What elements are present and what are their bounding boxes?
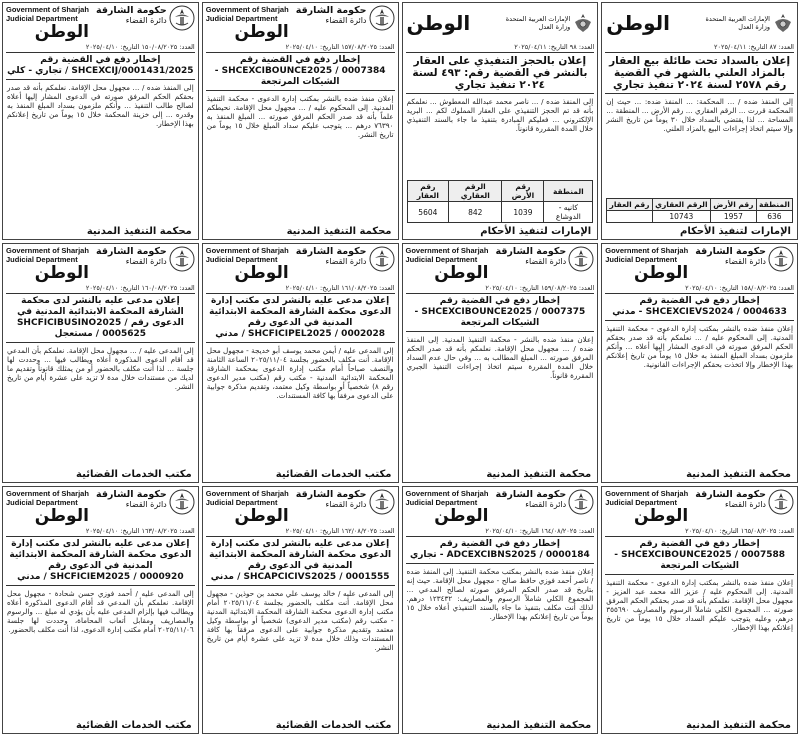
department-name-en: Judicial Department <box>205 498 278 507</box>
notice-title: إخطار دفع في القضية رقم SHCEXCIBOUNCE2025 / 0007375 - الشيكات المرتجعة <box>414 296 586 328</box>
department-name-en: Judicial Department <box>205 255 278 264</box>
department-name-en: Judicial Department <box>6 14 78 23</box>
notice-footer: محكمة التنفيذ المدنية <box>486 720 592 731</box>
government-name-ar: حكومة الشارقة <box>495 489 567 500</box>
notice-meta: العدد: ١٦٢/٠٨/٢٠٢٥ التاريخ: ٢٠٢٥/٠٤/١٠ <box>285 527 395 535</box>
legal-notice <box>402 2 599 240</box>
table-header-cell: رقم الأرض <box>710 199 756 211</box>
notice-title: إخطار دفع في القضية رقم ADCEXCIBNS2025 / 0000184 - تجاري <box>409 539 590 560</box>
sharjah-emblem-icon <box>369 489 395 515</box>
notice-footer: الإمارات لتنفيذ الأحكام <box>480 226 592 237</box>
newspaper-logo: الوطن <box>234 506 289 526</box>
divider <box>406 563 595 564</box>
government-name-en: Government of Sharjah <box>605 489 689 498</box>
table-cell: كانيه - الدوشاع <box>544 202 593 223</box>
uae-falcon-icon <box>573 12 593 34</box>
legal-notice <box>402 243 599 483</box>
divider <box>206 536 395 537</box>
notice-body: إلى المدعى عليه / أيمن محمد يوسف أبو خديجة - مجهول محل الإقامة. أنت مكلف بالحضور بجلسة ٢٠٢٥/١١/٠٤ الساعة الثامنة والنصف صباحاً أمام مكتب إدارة الدعوى بمحكمة الشارقة المحكمة الابتدائية المدنية - مكتب رقم (مكتب مدير الدعوى رقم ٨) شخصياً أو بواسطة وكيل معتمد، وتقديم مذكرة جوابية على الدعوى مرفقاً بها كافة المستندات. <box>206 346 394 400</box>
notice-header <box>203 244 398 284</box>
notice-meta: العدد: ١٥٠/٠٨/٢٠٢٥ التاريخ: ٢٠٢٥/٠٤/١٠ <box>85 43 195 51</box>
government-name-ar: حكومة الشارقة <box>695 246 766 257</box>
notice-meta: العدد: ١٥٩/٠٨/٢٠٢٥ التاريخ: ٢٠٢٥/٠٤/١٠ <box>485 284 595 292</box>
divider <box>406 536 595 537</box>
department-name-en: Judicial Department <box>605 255 677 264</box>
table-cell: 1957 <box>710 211 756 223</box>
department-name-en: Judicial Department <box>605 498 677 507</box>
department-name-ar: دائرة القضاء <box>125 500 167 509</box>
notice-body: إلى المنفذ ضده / ... مجهول محل الإقامة. نعلمكم بأنه قد صدر بحقكم الحكم المرفق صورته في الدعوى المشار إليها أعلاه لصالح طالب التنفيذ ... وأنكم ملزمون بسداد المبلغ المنفذ به وقدره ... إلى خزينة المحكمة خلال ١٥ يوماً من تاريخ إعلانكم بهذا الإخطار. <box>7 83 194 128</box>
notice-header <box>602 487 797 527</box>
newspaper-logo: الوطن <box>634 263 689 283</box>
government-name-en: Government of Sharjah <box>6 489 89 498</box>
legal-notice <box>402 486 599 734</box>
newspaper-logo: الوطن <box>34 263 89 283</box>
notice-body: إلى المدعى عليه / ... مجهول محل الإقامة. نعلمكم بأن المدعي قد أقام الدعوى المذكورة أعلاه ويطالب فيها ... وحددت لها جلسة ... لذا أنت مكلف بالحضور أو من يمثلك قانوناً وتقديم ما لديك من مستندات خلال مدة لا تزيد على عشرة أيام من تاريخ النشر. <box>7 346 194 391</box>
notice-header <box>203 487 398 527</box>
sharjah-emblem-icon <box>568 246 594 272</box>
notice-title: إخطار دفع في القضية رقم SHCEXCIJ/0001431/2025 / تجاري - كلي <box>7 55 194 76</box>
newspaper-logo: الوطن <box>434 506 489 526</box>
divider <box>6 536 195 537</box>
government-name-en: Government of Sharjah <box>6 5 89 14</box>
newspaper-logo: الوطن <box>634 506 689 526</box>
department-name-en: Judicial Department <box>6 498 78 507</box>
legal-notice <box>202 2 399 240</box>
legal-notice <box>202 486 399 734</box>
notice-meta: العدد: ١٦٠/٠٨/٢٠٢٥ التاريخ: ٢٠٢٥/٠٤/١٠ <box>85 284 195 292</box>
divider <box>605 574 794 575</box>
notice-body: إعلان منفذ ضده بالنشر بمكتب إدارة الدعوى - محكمة التنفيذ المدنية. إلى المحكوم عليه / ... مجهول محل الإقامة. نحيطكم علماً بأنه قد صدر الحكم المرفق صورته ... المبلغ المنفذ به ٧٦٣٩٠ درهم ... يتوجب عليكم سداد المبلغ خلال ١٥ يوماً من تاريخ النشر. <box>206 94 394 139</box>
divider <box>605 320 794 321</box>
newspaper-logo: الوطن <box>406 11 471 35</box>
department-name-en: Judicial Department <box>405 255 478 264</box>
notice-header <box>403 3 598 43</box>
notice-body: إعلان منفذ ضده بالنشر - محكمة التنفيذ المدنية. إلى المنفذ ضده / ... مجهول محل الإقامة. نعلمكم بأنه قد صدر الحكم المرفق صورته ... المبلغ المطالب به ... وفي حال عدم السداد خلال المدة المقررة سيتم اتخاذ إجراءات التنفيذ الجبري المقررة قانوناً. <box>406 335 594 380</box>
notice-footer: الإمارات لتنفيذ الأحكام <box>680 226 791 237</box>
notice-footer: محكمة التنفيذ المدنية <box>686 720 791 731</box>
government-name-ar: حكومة الشارقة <box>95 489 167 500</box>
ministry-line1: الإمارات العربية المتحدة <box>705 15 770 23</box>
government-name-ar: حكومة الشارقة <box>295 5 367 16</box>
divider <box>605 93 794 94</box>
divider <box>6 52 195 53</box>
department-name-ar: دائرة القضاء <box>525 500 567 509</box>
department-name-en: Judicial Department <box>405 498 478 507</box>
notice-meta: العدد: ١٦١/٠٨/٢٠٢٥ التاريخ: ٢٠٢٥/٠٤/١٠ <box>285 284 395 292</box>
notice-body: إلى المنفذ ضده / ... المحكمة: ... المنفذ ضده: ... حيث إن المحكمة قررت ... الرقم العقاري ... رقم الأرض ... المنطقة ... المساحة ... لذا يقتضي بالسداد خلال ٣٠ يوماً من تاريخ النشر وإلا سيتم اتخاذ إجراءات البيع بالمزاد العلني. <box>606 97 794 133</box>
government-name-en: Government of Sharjah <box>605 246 689 255</box>
notice-header <box>403 487 598 527</box>
notices-grid <box>2 2 798 736</box>
table-header-cell: رقم الأرض <box>502 181 544 202</box>
divider <box>6 79 195 80</box>
divider <box>605 536 794 537</box>
table-header-cell: رقم العقار <box>407 181 449 202</box>
table-header-cell: المنطقة <box>756 199 792 211</box>
notice-body: إلى المدعى عليه / أحمد فوزي حسن شحادة - مجهول محل الإقامة. نعلمكم بأن المدعي قد أقام الدعوى المذكورة أعلاه ويطالب فيها بإلزام المدعى عليه بأن يؤدي له مبلغ ... والرسوم والمصاريف ومقابل أتعاب المحاماة، وحددت لها جلسة ٢٠٢٥/١١/٠٦ أمام مكتب إدارة الدعوى، لذا أنت مكلف بالحضور. <box>7 589 194 634</box>
legal-notice <box>2 2 199 240</box>
department-name-ar: دائرة القضاء <box>525 257 567 266</box>
government-name-en: Government of Sharjah <box>205 489 289 498</box>
government-name-ar: حكومة الشارقة <box>95 246 167 257</box>
department-name-ar: دائرة القضاء <box>325 500 367 509</box>
divider <box>206 90 395 91</box>
sharjah-emblem-icon <box>768 489 794 515</box>
notice-header <box>203 3 398 43</box>
newspaper-logo: الوطن <box>34 22 89 42</box>
legal-notice <box>601 2 798 240</box>
sharjah-emblem-icon <box>169 5 195 31</box>
notice-title: إعلان بالحجز التنفيذي على العقار بالنشر في القضية رقم: ٤٩٣ لسنة ٢٠٢٤ تنفيذ تجاري <box>412 55 588 91</box>
property-table <box>606 198 793 223</box>
notice-meta: العدد: ١٦٥/٠٨/٢٠٢٥ التاريخ: ٢٠٢٥/٠٤/١٠ <box>685 527 794 535</box>
newspaper-logo: الوطن <box>234 22 289 42</box>
uae-falcon-icon <box>773 12 793 34</box>
notice-header <box>602 3 797 43</box>
sharjah-emblem-icon <box>169 246 195 272</box>
sharjah-emblem-icon <box>369 5 395 31</box>
government-name-en: Government of Sharjah <box>205 5 289 14</box>
legal-notice <box>202 243 399 483</box>
divider <box>6 342 195 343</box>
table-header-cell: الرقم العقاري <box>449 181 502 202</box>
notice-header <box>403 244 598 284</box>
sharjah-emblem-icon <box>568 489 594 515</box>
notice-title: إخطار دفع في القضية رقم SHCEXCIBOUNCE2025 / 0007384 - الشيكات المرتجعة <box>214 55 386 87</box>
notice-meta: العدد: ١٥٨/٠٨/٢٠٢٥ التاريخ: ٢٠٢٥/٠٤/١٠ <box>685 284 794 292</box>
government-name-en: Government of Sharjah <box>405 246 489 255</box>
government-name-ar: حكومة الشارقة <box>295 246 367 257</box>
divider <box>605 293 794 294</box>
table-header-cell: رقم العقار <box>607 199 652 211</box>
divider <box>206 52 395 53</box>
notice-body: إعلان منفذ ضده بالنشر بمكتب إدارة الدعوى - محكمة التنفيذ المدنية. إلى المحكوم عليه / ... نعلمكم بأنه قد صدر بحقكم الحكم المرفق صورته في الدعوى المشار إليها أعلاه ... وأنكم ملزمون بسداد المبلغ المنفذ به خلال ١٥ يوماً من تاريخ إعلانكم بهذا الإخطار وإلا اتخذت بحقكم الإجراءات القانونية. <box>606 324 793 369</box>
notice-footer: محكمة التنفيذ المدنية <box>86 226 192 237</box>
newspaper-logo: الوطن <box>34 506 89 526</box>
notice-title: إعلان مدعى عليه بالنشر لدى مكتب إدارة الدعوى محكمة الشارقة المحكمة الابتدائية المدنية في الدعوى رقم SHCFICIPEL2025 / 0002028 / مدني <box>209 296 392 339</box>
divider <box>406 331 595 332</box>
notice-title: إعلان بالسداد تحت طائلة بيع العقار بالمزاد العلني بالشهر في القضية رقم ٢٥٧٨ لسنة ٢٠٢٤ تنفيذ تجاري <box>609 55 791 91</box>
notice-body: إعلان منفذ ضده بالنشر بمكتب إدارة الدعوى - محكمة التنفيذ المدنية. إلى المحكوم عليه / عزيز الله محمد عبد العزيز - مجهول محل الإقامة. نعلمكم بأنه قد صدر بحقكم الحكم المرفق صورته ... المجموع الكلي شاملاً الرسوم والمصاريف ٣٥٥٦٩٠ درهم، وعليه يتوجب عليكم السداد خلال ١٥ يوماً من تاريخ إعلانكم بهذا الإخطار. <box>606 578 793 632</box>
department-name-ar: دائرة القضاء <box>724 257 766 266</box>
notice-footer: محكمة التنفيذ المدنية <box>486 469 592 480</box>
notice-title: إخطار دفع في القضية رقم SHCEXCIBOUNCE2025 / 0007588 - الشيكات المرتجعة <box>614 539 785 571</box>
notice-title: إخطار دفع في القضية رقم SHCEXCIEVS2024 / 0004633 - مدني <box>612 296 787 317</box>
divider <box>406 52 595 53</box>
ministry-block <box>706 12 793 34</box>
newspaper-logo: الوطن <box>434 263 489 283</box>
notice-footer: مكتب الخدمات القضائية <box>275 469 392 480</box>
legal-notice <box>2 486 199 734</box>
divider <box>206 585 395 586</box>
notice-title: إعلان مدعى عليه بالنشر لدى مكتب إدارة الدعوى محكمة الشارقة المحكمة الابتدائية المدنية في الدعوى رقم SHCAPCICIVS2025 / 0001555 / مدني <box>209 539 392 582</box>
notice-body: إلى المنفذ ضده / ... ناصر محمد عبدالله المعطوش ... نعلمكم بأنه قد تم الحجز التنفيذي على العقار المملوك لكم ... البريد الإلكتروني ... فعليكم المبادرة بتنفيذ ما جاء بالسند التنفيذي خلال المدة المقررة قانوناً. <box>406 97 594 133</box>
department-name-en: Judicial Department <box>6 255 78 264</box>
table-cell: 1039 <box>502 202 544 223</box>
table-header-cell: الرقم العقاري <box>652 199 710 211</box>
department-name-en: Judicial Department <box>205 14 278 23</box>
legal-notice <box>601 243 798 483</box>
department-name-ar: دائرة القضاء <box>125 16 167 25</box>
notice-meta: العدد: ١٥٧/٠٨/٢٠٢٥ التاريخ: ٢٠٢٥/٠٤/١٠ <box>285 43 395 51</box>
ministry-block <box>506 12 593 34</box>
notice-header <box>3 244 198 284</box>
sharjah-emblem-icon <box>768 246 794 272</box>
divider <box>6 585 195 586</box>
table-cell: 5604 <box>407 202 449 223</box>
notice-header <box>3 487 198 527</box>
notice-meta: العدد: ٨٧ التاريخ: ٢٠٢٥/٠٤/١١ <box>714 43 794 51</box>
department-name-ar: دائرة القضاء <box>325 257 367 266</box>
notice-body: إعلان منفذ ضده بالنشر بمكتب محكمة التنفيذ. إلى المنفذ ضده / ناصر أحمد فوزي حافظ صالح - مجهول محل الإقامة. حيث إنه بتاريخ قد صدر الحكم المرفق صورته لصالح المدعي ... المجموع الكلي شاملاً الرسوم والمصاريف: ١٢٣٤٣٢ درهم. لذلك أنت مكلف بتنفيذ ما جاء بالسند التنفيذي أعلاه خلال ١٥ يوماً من تاريخ إعلانكم بهذا الإخطار. <box>406 567 594 621</box>
department-name-ar: دائرة القضاء <box>125 257 167 266</box>
government-name-ar: حكومة الشارقة <box>695 489 766 500</box>
ministry-line2: وزارة العدل <box>538 23 571 31</box>
table-cell: 10743 <box>652 211 710 223</box>
notice-footer: محكمة التنفيذ المدنية <box>286 226 392 237</box>
department-name-ar: دائرة القضاء <box>325 16 367 25</box>
government-name-en: Government of Sharjah <box>205 246 289 255</box>
table-header-cell: المنطقة <box>544 181 593 202</box>
table-cell: 842 <box>449 202 502 223</box>
newspaper-logo: الوطن <box>606 11 670 35</box>
legal-notice <box>601 486 798 734</box>
notice-footer: مكتب الخدمات القضائية <box>275 720 392 731</box>
divider <box>206 293 395 294</box>
government-name-ar: حكومة الشارقة <box>495 246 567 257</box>
notice-body: إلى المدعى عليه / خالد يوسف علي محمد بن حوذين - مجهول محل الإقامة. أنت مكلف بالحضور بجلسة ٢٠٢٥/١١/٠٤ أمام مكتب إدارة الدعوى محكمة الشارقة المحكمة الابتدائية المدنية - مكتب رقم (مكتب مدير الدعوى) شخصياً أو بواسطة وكيل معتمد وتقديم مذكرة جوابية على الدعوى مرفقاً بها كافة المستندات وذلك خلال مدة لا تزيد على عشرة أيام من تاريخ النشر. <box>206 589 394 652</box>
government-name-ar: حكومة الشارقة <box>295 489 367 500</box>
divider <box>605 52 794 53</box>
divider <box>6 293 195 294</box>
notice-footer: محكمة التنفيذ المدنية <box>686 469 791 480</box>
table-cell <box>607 211 652 223</box>
divider <box>406 293 595 294</box>
notice-footer: مكتب الخدمات القضائية <box>76 720 192 731</box>
notice-header <box>602 244 797 284</box>
newspaper-logo: الوطن <box>234 263 289 283</box>
notice-title: إعلان مدعى عليه بالنشر لدى محكمة الشارقة المحكمة الابتدائية المدنية في الدعوى رقم SHCFICIBUSINO2025 / 0005625 / مستعجل <box>16 296 184 339</box>
property-table <box>407 180 594 223</box>
legal-notice <box>2 243 199 483</box>
government-name-en: Government of Sharjah <box>405 489 489 498</box>
government-name-ar: حكومة الشارقة <box>95 5 167 16</box>
notice-header <box>3 3 198 43</box>
ministry-line2: وزارة العدل <box>738 23 770 31</box>
notice-title: إعلان مدعى عليه بالنشر لدى مكتب إدارة الدعوى محكمة الشارقة المحكمة الابتدائية المدنية في الدعوى رقم SHCFICIEM2025 / 0000920 / مدني <box>9 539 192 582</box>
ministry-line1: الإمارات العربية المتحدة <box>505 15 571 23</box>
notice-meta: العدد: ٩٨ التاريخ: ٢٠٢٥/٠٤/١١ <box>514 43 595 51</box>
notice-meta: العدد: ١٦٤/٠٨/٢٠٢٥ التاريخ: ٢٠٢٥/٠٤/١٠ <box>485 527 595 535</box>
divider <box>206 342 395 343</box>
notice-meta: العدد: ١٦٣/٠٨/٢٠٢٥ التاريخ: ٢٠٢٥/٠٤/١٠ <box>85 527 195 535</box>
government-name-en: Government of Sharjah <box>6 246 89 255</box>
notice-footer: مكتب الخدمات القضائية <box>76 469 192 480</box>
department-name-ar: دائرة القضاء <box>724 500 766 509</box>
sharjah-emblem-icon <box>169 489 195 515</box>
sharjah-emblem-icon <box>369 246 395 272</box>
table-cell: 636 <box>756 211 792 223</box>
divider <box>406 93 595 94</box>
